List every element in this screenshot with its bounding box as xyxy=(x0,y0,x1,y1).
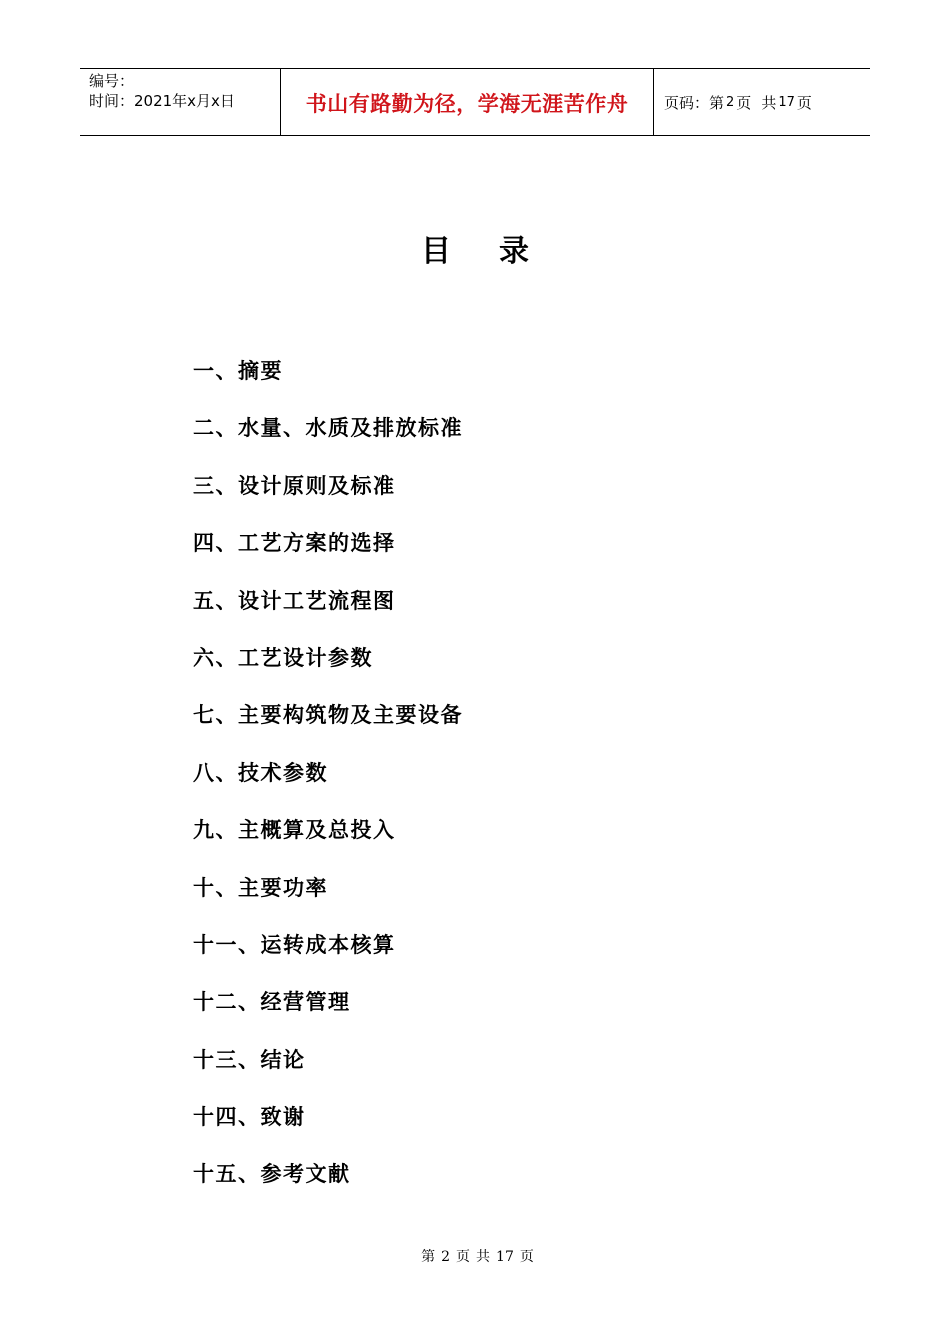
toc-item: 三、设计原则及标准 xyxy=(193,472,396,498)
header-meta xyxy=(80,69,281,135)
total-unit: 页 xyxy=(796,93,812,112)
header-page-number xyxy=(654,69,870,135)
page-header xyxy=(80,68,870,136)
page-unit: 页 xyxy=(736,93,752,112)
footer-total-unit: 页 xyxy=(519,1249,534,1265)
toc-item: 十二、经营管理 xyxy=(193,989,351,1015)
table-of-contents xyxy=(193,355,463,1216)
total-prefix: 共 xyxy=(761,93,777,112)
page-current: 2 xyxy=(726,94,735,110)
page-footer xyxy=(0,1246,950,1266)
toc-item: 十五、参考文献 xyxy=(193,1161,351,1187)
toc-item: 五、设计工艺流程图 xyxy=(193,587,396,613)
toc-item: 六、工艺设计参数 xyxy=(193,644,373,670)
toc-item: 十、主要功率 xyxy=(193,874,328,900)
toc-item: 九、主概算及总投入 xyxy=(193,817,396,843)
toc-item: 七、主要构筑物及主要设备 xyxy=(193,702,463,728)
footer-prefix: 第 xyxy=(421,1249,436,1265)
code-label: 编号： xyxy=(89,72,135,90)
toc-item: 十四、致谢 xyxy=(193,1104,306,1130)
footer-current: 2 xyxy=(441,1249,451,1265)
toc-item: 八、技术参数 xyxy=(193,759,328,785)
page-title: 目录 xyxy=(421,234,577,269)
toc-item: 二、水量、水质及排放标准 xyxy=(193,415,463,441)
footer-total: 17 xyxy=(496,1249,514,1265)
page-total: 17 xyxy=(778,94,795,110)
header-motto: 书山有路勤为径，学海无涯苦作舟 xyxy=(281,69,654,135)
toc-item: 四、工艺方案的选择 xyxy=(193,530,396,556)
time-label: 时间：2021年x月x日 xyxy=(89,92,235,110)
footer-total-prefix: 共 xyxy=(476,1249,491,1265)
page-prefix: 页码：第 xyxy=(664,93,725,112)
footer-unit: 页 xyxy=(456,1249,471,1265)
toc-item: 十一、运转成本核算 xyxy=(193,931,396,957)
toc-item: 一、摘要 xyxy=(193,358,283,383)
toc-item: 十三、结论 xyxy=(193,1046,306,1072)
